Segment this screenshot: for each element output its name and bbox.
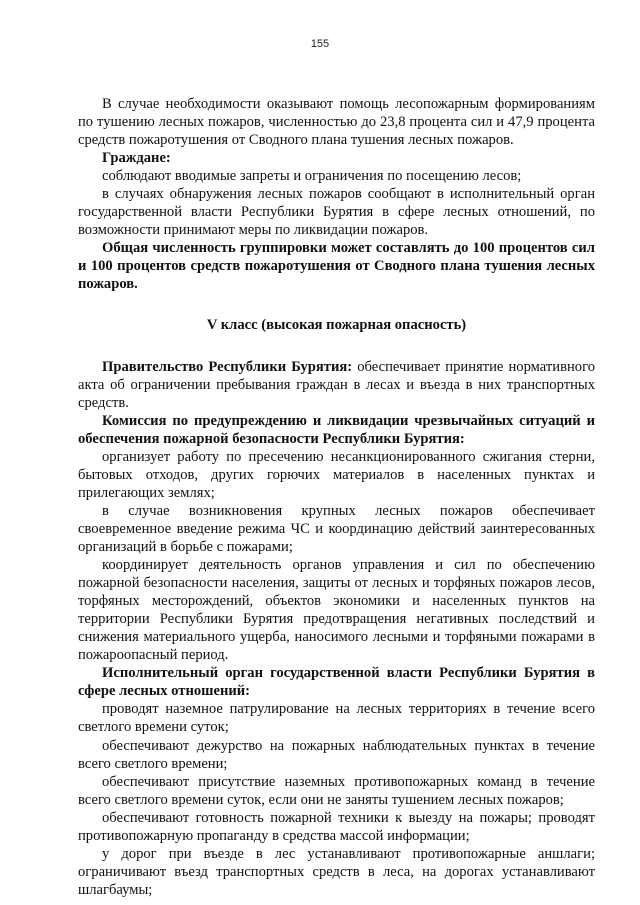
paragraph: В случае необходимости оказывают помощь лесопожарным формированиям по тушению лесных пожаров, численностью до 23,8 процента сил и 47,9 процента средств пожаротушения от Сводного плана тушения лесных пожаров. (78, 96, 595, 149)
page-number: 155 (310, 38, 330, 50)
paragraph: у дорог при въезде в лес устанавливают противопожарные аншлаги; ограничивают въезд транспортных средств в леса, на дорогах устанавливают шлагбаумы; (78, 845, 595, 898)
government-label: Правительство Республики Бурятия: (102, 358, 353, 375)
government-paragraph (78, 358, 595, 412)
bold-paragraph: Общая численность группировки может составлять до 100 процентов сил и 100 процентов средств пожаротушения от Сводного плана тушения лесных пожаров. (78, 240, 595, 293)
paragraph: в случае возникновения крупных лесных пожаров обеспечивает своевременное введение режима ЧС и координацию действий заинтересованных организаций в борьбе с пожарами; (78, 502, 595, 555)
bold-paragraph: Граждане: (102, 150, 171, 167)
paragraph: проводят наземное патрулирование на лесных территориях в течение всего светлого времени суток; (78, 701, 595, 736)
bold-paragraph: Комиссия по предупреждению и ликвидации чрезвычайных ситуаций и обеспечения пожарной безопасности Республики Бурятия: (78, 412, 595, 447)
government-text: обеспечивает принятие нормативного акта об ограничении пребывания граждан в лесах и въезда в них транспортных средств. (78, 358, 595, 411)
paragraph: обеспечивают дежурство на пожарных наблюдательных пунктах в течение всего светлого времени; (78, 737, 595, 772)
document-body (78, 95, 595, 899)
section-heading: V класс (высокая пожарная опасность) (206, 316, 467, 333)
paragraph: обеспечивают готовность пожарной техники к выезду на пожары; проводят противопожарную пропаганду в средства массой информации; (78, 809, 595, 844)
bold-paragraph: Исполнительный орган государственной власти Республики Бурятия в сфере лесных отношений: (78, 665, 595, 700)
paragraph: обеспечивают присутствие наземных противопожарных команд в течение всего светлого времени суток, если они не заняты тушением лесных пожаров; (78, 773, 595, 808)
bottom-paragraphs (78, 412, 595, 899)
paragraph: соблюдают вводимые запреты и ограничения по посещению лесов; (102, 168, 522, 185)
paragraph: координирует деятельность органов управления и сил по обеспечению пожарной безопасности населения, защиты от лесных и торфяных пожаров лесов, торфяных месторождений, объектов экономики и населенных пунктов на территории Республики Бурятия предотвращения негативных последствий и снижения материального ущерба, наносимого лесными и торфяными пожарами в пожароопасный период. (78, 557, 595, 664)
top-paragraphs (78, 95, 595, 294)
paragraph: в случаях обнаружения лесных пожаров сообщают в исполнительный орган государственной власти Республики Бурятия в сфере лесных отношений, по возможности принимают меры по ликвидации пожаров. (78, 186, 595, 239)
paragraph: организует работу по пресечению несанкционированного сжигания стерни, бытовых отходов, других горючих материалов в населенных пунктах и прилегающих землях; (78, 448, 595, 501)
